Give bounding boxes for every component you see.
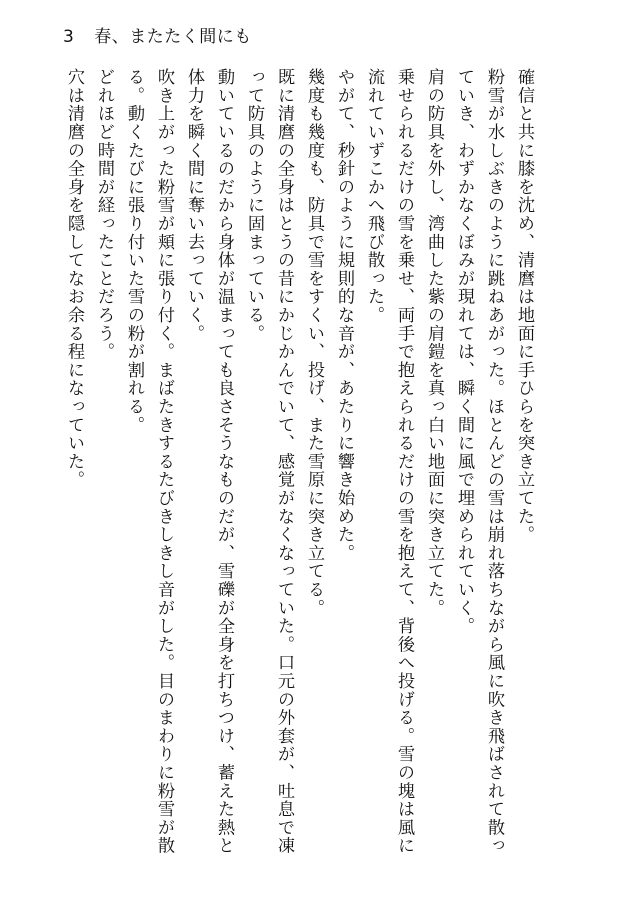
paragraph: 肩の防具を外し、湾曲した紫の肩鎧を真っ白い地面に突き立てた。: [424, 68, 444, 617]
chapter-title: 春、またたく間にも: [94, 27, 252, 47]
body-text: [59, 68, 539, 858]
paragraph: 既に清麿の全身はとうの昔にかじかんでいて、感覚がなくなっていた。口元の外套が、吐息で凍って防具のように固まっている。: [244, 68, 294, 855]
paragraph: 吹き上がった粉雪が頬に張り付く。まばたきするたびきしきし音がした。目のまわりに粉雪が散る。動くたびに張り付いた雪の粉が割れる。: [124, 68, 174, 855]
paragraph: どれほど時間が経ったことだろう。: [94, 68, 114, 361]
paragraph: 穴は清麿の全身を隠してなお余る程になっていた。: [64, 68, 84, 489]
paragraph: 動いているのだから身体が温まっても良さそうなものだが、雪礫が全身を打ちつけ、蓄えた熱と体力を瞬く間に奪い去っていく。: [184, 68, 234, 855]
paragraph: 乗せられるだけの雪を乗せ、両手で抱えられるだけの雪を抱えて、背後へ投げる。雪の塊は風に流れていずこかへ飛び散った。: [364, 68, 414, 855]
page-number: 3: [63, 27, 75, 47]
page-header: [63, 22, 252, 47]
paragraph: やがて、秒針のように規則的な音が、あたりに響き始めた。: [334, 68, 354, 563]
paragraph: 粉雪が水しぶきのように跳ねあがった。ほとんどの雪は崩れ落ちながら風に吹き飛ばされて散っていき、わずかなくぼみが現れては、瞬く間に風で埋められていく。: [454, 68, 504, 855]
paragraph: 幾度も幾度も、防具で雪をすくい、投げ、また雪原に突き立てる。: [304, 68, 324, 617]
paragraph: 確信と共に膝を沈め、清麿は地面に手ひらを突き立てた。: [514, 68, 534, 544]
